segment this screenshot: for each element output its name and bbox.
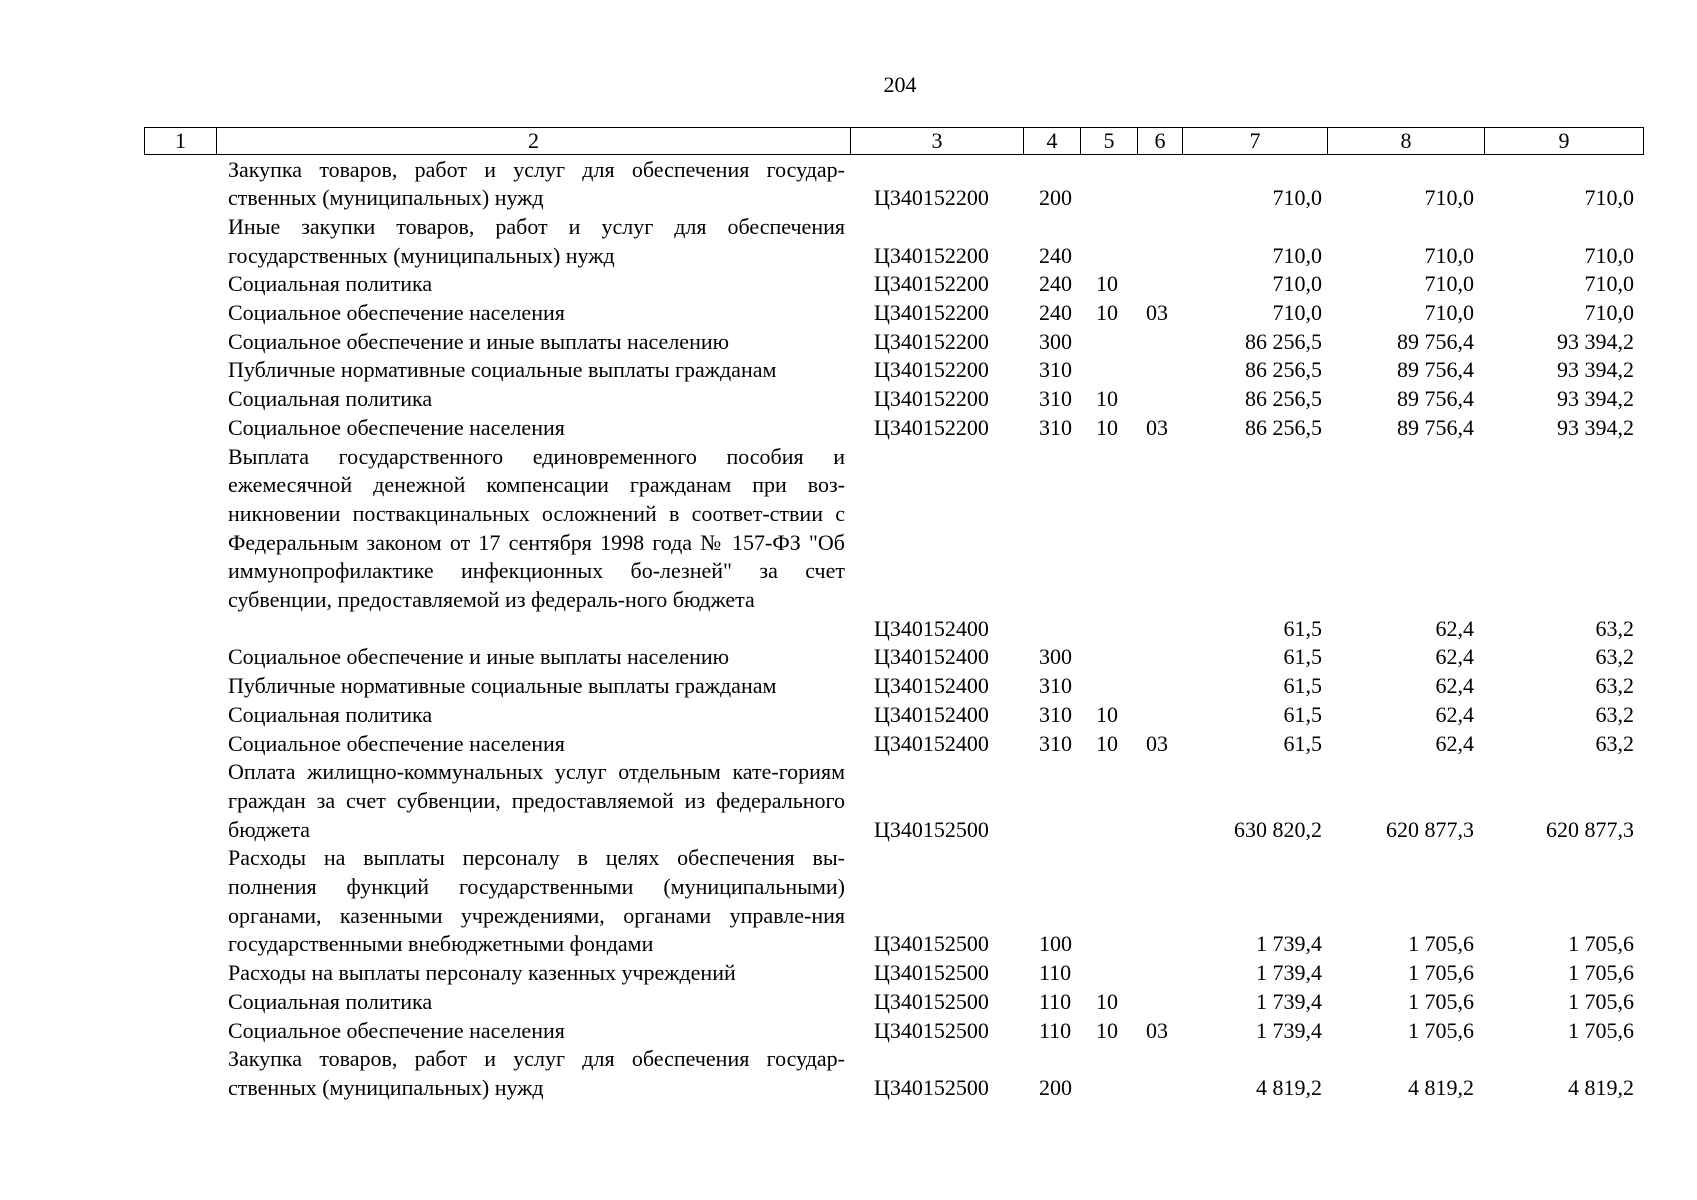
- row-value-col7: 86 256,5: [1245, 414, 1322, 440]
- row-value-col9: 93 394,2: [1557, 386, 1634, 412]
- row-value-col9: 1 705,6: [1568, 1017, 1634, 1043]
- row-description: Социальное обеспечение населения: [228, 300, 565, 325]
- row-value-col9: 63,2: [1595, 730, 1634, 756]
- row-value-col8: 710,0: [1424, 271, 1474, 297]
- row-description: Расходы на выплаты персоналу казенных учреждений: [228, 960, 736, 986]
- row-expense-type: 200: [1039, 185, 1072, 211]
- row-value-col8: 710,0: [1424, 242, 1474, 268]
- row-value-col7: 4 819,2: [1256, 1074, 1322, 1100]
- row-value-col9: 63,2: [1595, 615, 1634, 641]
- row-description: Расходы на выплаты персоналу в целях обеспечения вы-полнения функций государственными (муниципальными) органами, казенными учреждениями, органами управле-ния государственными внебюджетными фондами: [228, 845, 845, 957]
- row-subsection: 03: [1146, 1017, 1168, 1043]
- row-value-col8: 1 705,6: [1408, 960, 1474, 986]
- row-value-col7: 1 739,4: [1256, 1017, 1322, 1043]
- header-col-9: 9: [1485, 128, 1644, 155]
- row-value-col7: 710,0: [1272, 185, 1322, 211]
- row-target-code: Ц340152200: [874, 185, 989, 211]
- row-expense-type: 310: [1039, 701, 1072, 727]
- row-value-col9: 93 394,2: [1557, 414, 1634, 440]
- row-expense-type: 240: [1039, 242, 1072, 268]
- header-col-2: 2: [217, 128, 851, 155]
- row-value-col9: 93 394,2: [1557, 357, 1634, 383]
- row-target-code: Ц340152200: [874, 386, 989, 412]
- row-value-col8: 62,4: [1435, 673, 1474, 699]
- row-target-code: Ц340152400: [874, 730, 989, 756]
- row-value-col9: 93 394,2: [1557, 328, 1634, 354]
- row-value-col8: 62,4: [1435, 730, 1474, 756]
- row-target-code: Ц340152200: [874, 414, 989, 440]
- row-value-col9: 63,2: [1595, 701, 1634, 727]
- row-value-col9: 63,2: [1595, 673, 1634, 699]
- row-expense-type: 300: [1039, 328, 1072, 354]
- row-value-col8: 1 705,6: [1408, 988, 1474, 1014]
- row-section: 10: [1096, 414, 1118, 440]
- row-description: Социальная политика: [228, 386, 433, 412]
- row-value-col7: 86 256,5: [1245, 357, 1322, 383]
- row-description: Социальное обеспечение населения: [228, 730, 565, 756]
- header-col-4: 4: [1024, 128, 1081, 155]
- row-description: Социальная политика: [228, 988, 433, 1014]
- row-section: 10: [1096, 1017, 1118, 1043]
- header-col-1: 1: [145, 128, 217, 155]
- row-section: 10: [1096, 988, 1118, 1014]
- row-value-col7: 86 256,5: [1245, 328, 1322, 354]
- row-value-col7: 61,5: [1283, 673, 1322, 699]
- page-number: 204: [883, 72, 917, 97]
- row-description: Социальная политика: [228, 271, 433, 297]
- row-value-col8: 89 756,4: [1397, 414, 1474, 440]
- row-expense-type: 310: [1039, 386, 1072, 412]
- row-value-col8: 620 877,3: [1386, 816, 1474, 842]
- row-section: 10: [1096, 300, 1118, 325]
- row-expense-type: 110: [1039, 960, 1072, 986]
- row-target-code: Ц340152500: [874, 1017, 989, 1043]
- row-value-col8: 710,0: [1424, 300, 1474, 325]
- row-target-code: Ц340152200: [874, 300, 989, 325]
- row-value-col7: 86 256,5: [1245, 386, 1322, 412]
- row-target-code: Ц340152200: [874, 271, 989, 297]
- row-value-col7: 710,0: [1272, 271, 1322, 297]
- row-value-col7: 61,5: [1283, 730, 1322, 756]
- row-value-col9: 710,0: [1584, 185, 1634, 211]
- row-expense-type: 310: [1039, 730, 1072, 756]
- row-value-col8: 89 756,4: [1397, 357, 1474, 383]
- row-value-col9: 63,2: [1595, 644, 1634, 670]
- row-target-code: Ц340152200: [874, 357, 989, 383]
- row-value-col9: 620 877,3: [1546, 816, 1634, 842]
- row-value-col7: 61,5: [1283, 644, 1322, 670]
- row-value-col8: 62,4: [1435, 701, 1474, 727]
- row-description: Оплата жилищно-коммунальных услуг отдельным кате-гориям граждан за счет субвенции, предоставляемой из федерального бюджета: [228, 759, 845, 842]
- row-target-code: Ц340152400: [874, 701, 989, 727]
- row-target-code: Ц340152500: [874, 816, 989, 842]
- row-value-col7: 1 739,4: [1256, 931, 1322, 957]
- row-subsection: 03: [1146, 414, 1168, 440]
- header-col-5: 5: [1081, 128, 1138, 155]
- row-value-col8: 89 756,4: [1397, 386, 1474, 412]
- row-value-col7: 61,5: [1283, 701, 1322, 727]
- row-subsection: 03: [1146, 300, 1168, 325]
- row-value-col9: 1 705,6: [1568, 988, 1634, 1014]
- row-value-col8: 62,4: [1435, 644, 1474, 670]
- row-description: Закупка товаров, работ и услуг для обеспечения государ-ственных (муниципальных) нужд: [228, 1046, 845, 1100]
- row-expense-type: 310: [1039, 357, 1072, 383]
- row-value-col7: 630 820,2: [1234, 816, 1322, 842]
- row-expense-type: 100: [1039, 931, 1072, 957]
- header-col-7: 7: [1183, 128, 1328, 155]
- row-expense-type: 200: [1039, 1074, 1072, 1100]
- row-target-code: Ц340152500: [874, 1074, 989, 1100]
- row-expense-type: 300: [1039, 644, 1072, 670]
- row-value-col9: 1 705,6: [1568, 931, 1634, 957]
- row-value-col9: 4 819,2: [1568, 1074, 1634, 1100]
- row-expense-type: 110: [1039, 988, 1072, 1014]
- row-value-col9: 710,0: [1584, 300, 1634, 325]
- row-description: Социальное обеспечение и иные выплаты населению: [228, 644, 730, 670]
- row-description: Социальное обеспечение и иные выплаты населению: [228, 328, 730, 354]
- row-expense-type: 110: [1039, 1017, 1072, 1043]
- row-value-col9: 710,0: [1584, 242, 1634, 268]
- row-subsection: 03: [1146, 730, 1168, 756]
- row-value-col8: 62,4: [1435, 615, 1474, 641]
- row-value-col8: 710,0: [1424, 185, 1474, 211]
- row-description: Социальное обеспечение населения: [228, 414, 565, 440]
- row-target-code: Ц340152500: [874, 960, 989, 986]
- row-description: Социальная политика: [228, 701, 433, 727]
- row-value-col7: 1 739,4: [1256, 960, 1322, 986]
- row-description: Иные закупки товаров, работ и услуг для обеспечения государственных (муниципальных) нужд: [228, 213, 845, 268]
- row-value-col7: 1 739,4: [1256, 988, 1322, 1014]
- header-col-8: 8: [1328, 128, 1485, 155]
- row-value-col9: 710,0: [1584, 271, 1634, 297]
- row-value-col7: 710,0: [1272, 300, 1322, 325]
- row-section: 10: [1096, 730, 1118, 756]
- row-expense-type: 240: [1039, 271, 1072, 297]
- row-section: 10: [1096, 271, 1118, 297]
- row-target-code: Ц340152500: [874, 931, 989, 957]
- header-col-6: 6: [1138, 128, 1183, 155]
- row-section: 10: [1096, 386, 1118, 412]
- row-value-col8: 4 819,2: [1408, 1074, 1474, 1100]
- row-value-col7: 61,5: [1283, 615, 1322, 641]
- row-expense-type: 240: [1039, 300, 1072, 325]
- row-target-code: Ц340152400: [874, 673, 989, 699]
- row-value-col7: 710,0: [1272, 242, 1322, 268]
- row-target-code: Ц340152500: [874, 988, 989, 1014]
- row-value-col9: 1 705,6: [1568, 960, 1634, 986]
- row-value-col8: 1 705,6: [1408, 931, 1474, 957]
- row-description: Выплата государственного единовременного пособия и ежемесячной денежной компенсации гражданам при воз-никновении поствакцинальных осложнений в соответ-ствии с Федеральным законом от 17 сентября 1998 года № 157-ФЗ "Об иммунопрофилактике инфекционных бо-лезней" за счет субвенции, предоставляемой из федераль-ного бюджета: [228, 443, 845, 613]
- row-description: Публичные нормативные социальные выплаты гражданам: [228, 673, 777, 699]
- row-description: Закупка товаров, работ и услуг для обеспечения государ-ственных (муниципальных) нужд: [228, 156, 845, 211]
- row-target-code: Ц340152400: [874, 644, 989, 670]
- row-description: Социальное обеспечение населения: [228, 1017, 565, 1043]
- row-target-code: Ц340152200: [874, 328, 989, 354]
- row-description: Публичные нормативные социальные выплаты гражданам: [228, 357, 777, 383]
- row-section: 10: [1096, 701, 1118, 727]
- row-value-col8: 1 705,6: [1408, 1017, 1474, 1043]
- header-col-3: 3: [851, 128, 1024, 155]
- row-expense-type: 310: [1039, 414, 1072, 440]
- row-target-code: Ц340152200: [874, 242, 989, 268]
- row-expense-type: 310: [1039, 673, 1072, 699]
- row-value-col8: 89 756,4: [1397, 328, 1474, 354]
- row-target-code: Ц340152400: [874, 615, 989, 641]
